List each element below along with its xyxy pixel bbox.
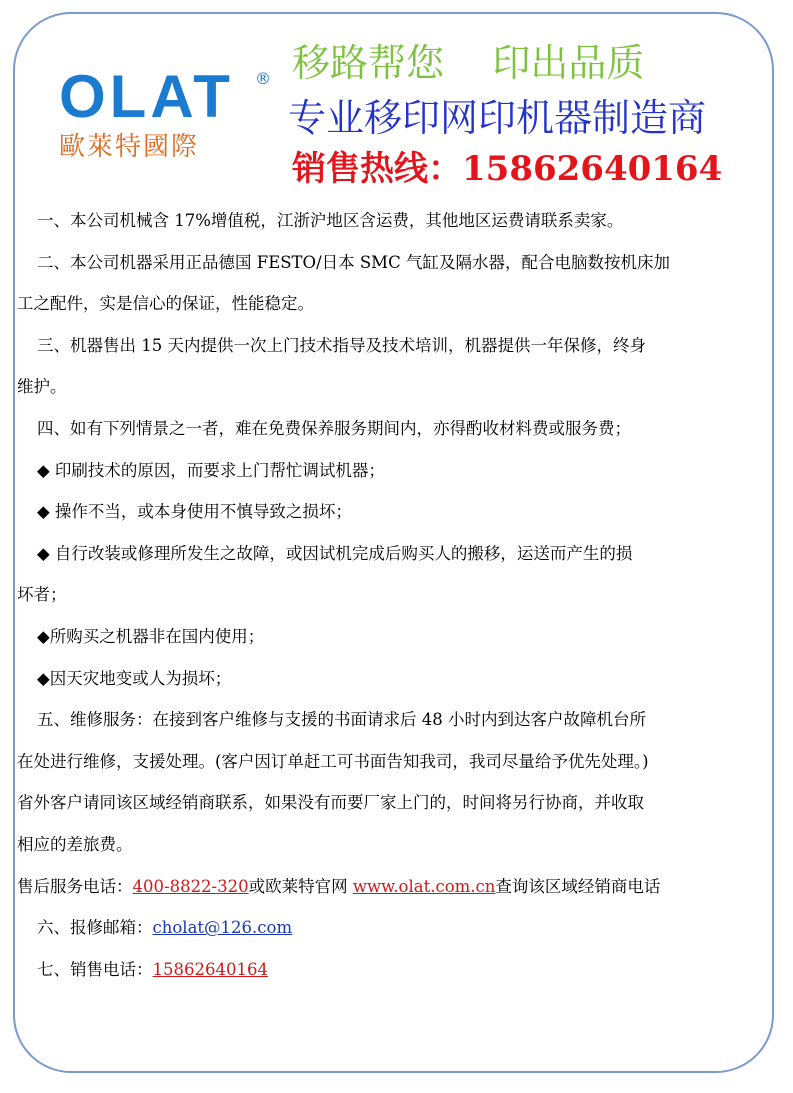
mailbox-label: 六、报修邮箱： — [37, 918, 153, 938]
term-5-line-1: 五、维修服务：在接到客户维修与支援的书面请求后 48 小时内到达客户故障机台所 — [37, 710, 646, 730]
slogan: 移路帮您 印出品质 — [292, 41, 645, 85]
bullet-3-line-2: 坏者； — [17, 585, 67, 605]
bullet-4: ◆所购买之机器非在国内使用； — [37, 626, 265, 646]
service-phone-link[interactable]: 400-8822-320 — [132, 876, 249, 896]
olat-logo — [47, 59, 272, 169]
logo-wordmark: OLAT — [59, 63, 234, 130]
registered-mark: ® — [255, 69, 271, 88]
sales-line — [0, 949, 793, 991]
sales-label: 七、销售电话： — [37, 959, 153, 979]
hotline-number[interactable]: 15862640164 — [462, 149, 723, 189]
term-5-line-4: 相应的差旅费。 — [17, 834, 133, 854]
term-2-line-2: 工之配件，实是信心的保证，性能稳定。 — [17, 294, 314, 314]
terms-body — [0, 200, 793, 990]
service-line — [0, 866, 793, 908]
service-tail: 查询该区域经销商电话 — [495, 876, 661, 896]
term-3-line-1: 三、机器售出 15 天内提供一次上门技术指导及技术培训，机器提供一年保修，终身 — [37, 335, 646, 355]
logo-chinese-name: 歐萊特國際 — [59, 132, 200, 162]
sales-phone-link[interactable]: 15862640164 — [152, 959, 268, 979]
bullet-5: ◆因天灾地变或人为损坏； — [37, 668, 232, 688]
sales-hotline — [292, 149, 723, 189]
hotline-label: 销售热线： — [292, 149, 462, 189]
term-4: 四、如有下列情景之一者，难在免费保养服务期间内，亦得酌收材料费或服务费； — [37, 418, 631, 438]
term-5-line-2: 在处进行维修，支援处理。(客户因订单赶工可书面告知我司，我司尽量给予优先处理。) — [17, 751, 649, 771]
term-2-line-1: 二、本公司机器采用正品德国 FESTO/日本 SMC 气缸及隔水器，配合电脑数按机床加 — [37, 252, 670, 272]
bullet-1: ◆ 印刷技术的原因，而要求上门帮忙调试机器； — [37, 460, 385, 480]
website-link[interactable]: www.olat.com.cn — [352, 876, 496, 896]
term-1: 一、本公司机械含 17%增值税，江浙沪地区含运费，其他地区运费请联系卖家。 — [37, 211, 624, 230]
bullet-2: ◆ 操作不当，或本身使用不慎导致之损坏； — [37, 502, 352, 522]
service-label: 售后服务电话： — [17, 876, 133, 896]
term-3-line-2: 维护。 — [17, 377, 67, 397]
manufacturer-title: 专业移印网印机器制造商 — [288, 96, 707, 140]
mailbox-line — [0, 907, 793, 949]
term-5-line-3: 省外客户请同该区域经销商联系，如果没有而要厂家上门的，时间将另行协商，并收取 — [17, 793, 644, 813]
service-mid: 或欧莱特官网 — [248, 876, 353, 896]
bullet-3-line-1: ◆ 自行改装或修理所发生之故障，或因试机完成后购买人的搬移，运送而产生的损 — [37, 543, 633, 563]
email-link[interactable]: cholat@126.com — [152, 918, 293, 938]
